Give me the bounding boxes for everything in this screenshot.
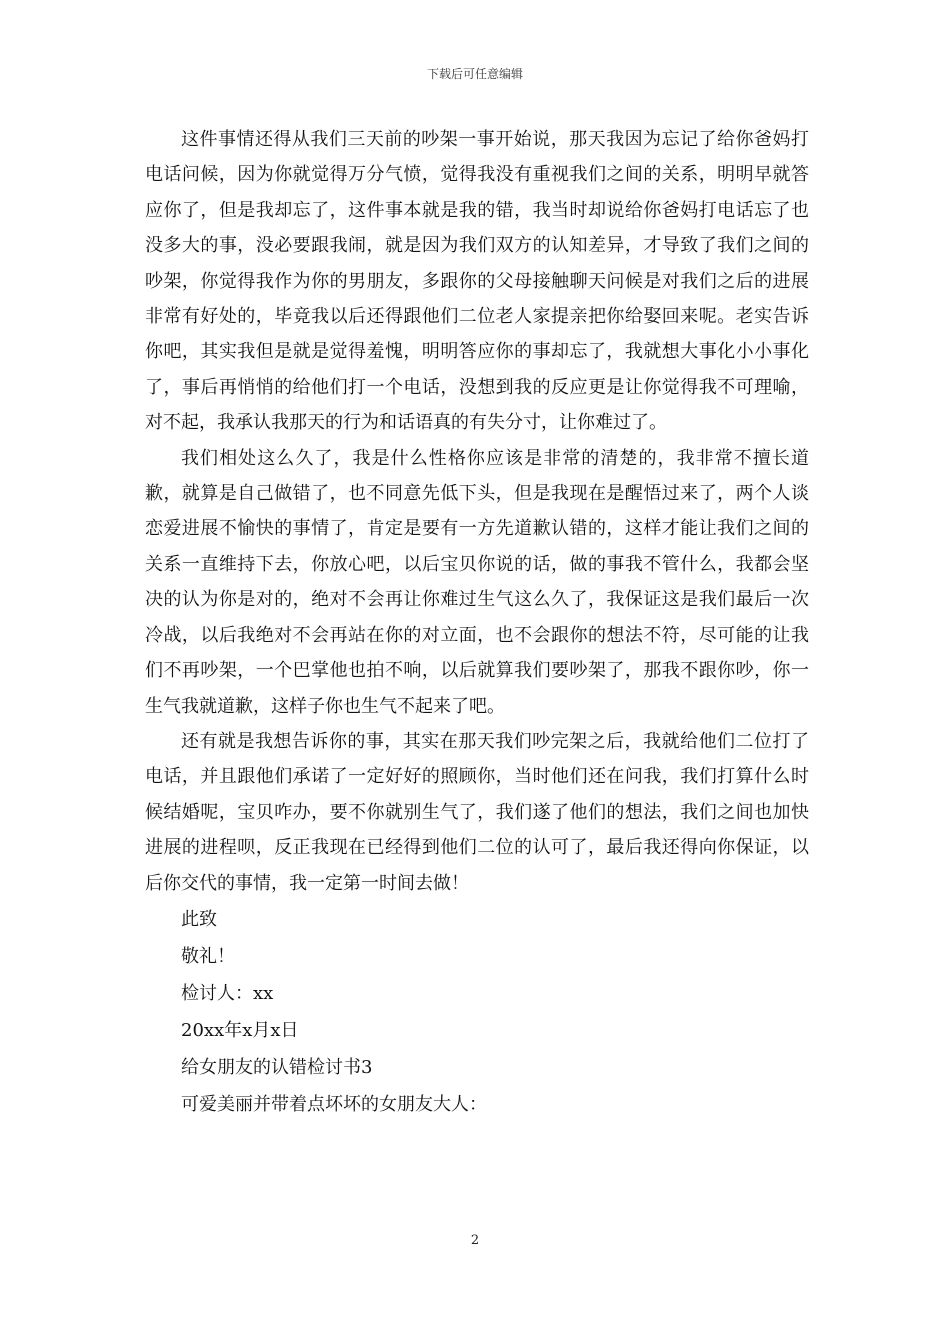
signer-line: 检讨人：xx — [181, 982, 274, 1004]
header-note: 下载后可任意编辑 — [426, 67, 523, 81]
date-line: 20xx年x月x日 — [181, 1019, 299, 1041]
body-paragraph-1: 这件事情还得从我们三天前的吵架一事开始说，那天我因为忘记了给你爸妈打电话问候，因为你就觉得万分气愤，觉得我没有重视我们之间的关系，明明早就答应你了，但是我却忘了，这件事本就是我的错，我当时却说给你爸妈打电话忘了也没多大的事，没必要跟我闹，就是因为我们双方的认知差异，才导致了我们之间的吵架，你觉得我作为你的男朋友，多跟你的父母接触聊天问候是对我们之后的进展非常有好处的，毕竟我以后还得跟他们二位老人家提亲把你给娶回来呢。老实告诉你吧，其实我但是就是觉得羞愧，明明答应你的事却忘了，我就想大事化小小事化了，事后再悄悄的给他们打一个电话，没想到我的反应更是让你觉得我不可理喻，对不起，我承认我那天的行为和话语真的有失分寸，让你难过了。 — [145, 129, 809, 434]
body-paragraph-2: 我们相处这么久了，我是什么性格你应该是非常的清楚的，我非常不擅长道歉，就算是自己做错了，也不同意先低下头，但是我现在是醒悟过来了，两个人谈恋爱进展不愉快的事情了，肯定是要有一方先道歉认错的，这样才能让我们之间的关系一直维持下去，你放心吧，以后宝贝你说的话，做的事我不管什么，我都会坚决的认为你是对的，绝对不会再让你难过生气这么久了，我保证这是我们最后一次冷战，以后我绝对不会再站在你的对立面，也不会跟你的想法不符，尽可能的让我们不再吵架，一个巴掌他也拍不响，以后就算我们要吵架了，那我不跟你吵，你一生气我就道歉，这样子你也生气不起来了吧。 — [145, 447, 809, 717]
closing-regards: 敬礼！ — [181, 945, 235, 967]
page-number: 2 — [470, 1233, 480, 1248]
closing-salutation: 此致 — [181, 908, 217, 930]
body-paragraph-3: 还有就是我想告诉你的事，其实在那天我们吵完架之后，我就给他们二位打了电话，并且跟他们承诺了一定好好的照顾你，当时他们还在问我，我们打算什么时候结婚呢，宝贝咋办，要不你就别生气了，我们遂了他们的想法，我们之间也加快进展的进程呗，反正我现在已经得到他们二位的认可了，最后我还得向你保证，以后你交代的事情，我一定第一时间去做！ — [145, 730, 809, 894]
document-body — [145, 122, 809, 1123]
next-letter-title: 给女朋友的认错检讨书3 — [181, 1056, 373, 1078]
next-letter-greeting: 可爱美丽并带着点坏坏的女朋友大人： — [181, 1093, 487, 1115]
